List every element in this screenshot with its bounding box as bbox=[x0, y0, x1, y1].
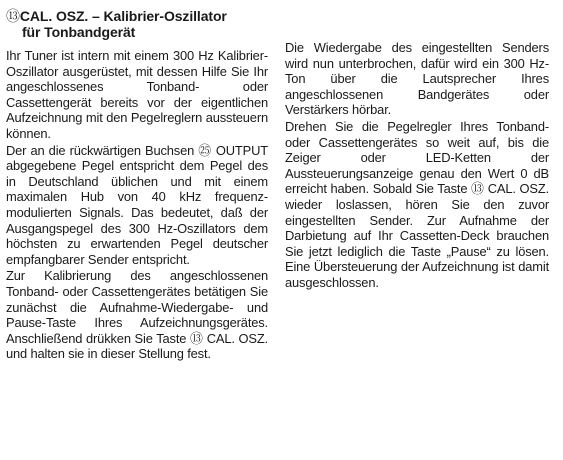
right-column bbox=[285, 40, 549, 292]
section-number: ⑬ bbox=[6, 8, 20, 24]
paragraph: Der an die rückwärtigen Buchsen ㉕ OUTPUT abgegebene Pegel entspricht dem Pegel des in Deutschland üblichen und mit einem maximalen Hub von 40 kHz frequenz-modulierten Signals. Das bedeutet, daß der Ausgangspegel des 300 Hz-Oszillators dem höchsten zu erwartenden Pegel deutscher empfangbarer Sender entspricht. bbox=[6, 142, 268, 267]
paragraph: Zur Kalibrierung des angeschlossenen Tonband- oder Cassettengerätes betätigen Sie zunächst die Aufnahme-Wiedergabe- und Pause-Taste Ihres Aufzeichnungsgerätes. Anschließend drükken Sie Taste ⑬ CAL. OSZ. und halten sie in dieser Stellung fest. bbox=[6, 268, 268, 362]
paragraph: Drehen Sie die Pegelregler Ihres Tonband- oder Cassettengerätes so weit auf, bis die Zeiger oder LED-Ketten der Aussteuerungsanzeige genau den Wert 0 dB erreicht haben. Sobald Sie Taste ⑬ CAL. OSZ. wieder loslassen, hören Sie den zuvor eingestellten Sender. Zur Aufnahme der Darbietung auf Ihr Cassetten-Deck brauchen Sie jetzt lediglich die Taste „Pause“ zu lösen. Eine Übersteuerung der Aufzeichnung ist damit ausgeschlossen. bbox=[285, 118, 549, 290]
left-column bbox=[6, 8, 268, 363]
section-title: CAL. OSZ. – Kalibrier-Oszillator bbox=[19, 8, 227, 24]
paragraph: Die Wiedergabe des eingestellten Senders wird nun unterbrochen, dafür wird ein 300 Hz-Ton über die Lautsprecher Ihres angeschlossenen Bandgerätes oder Verstärkers hörbar. bbox=[285, 40, 549, 118]
section-subtitle: für Tonbandgerät bbox=[22, 24, 136, 40]
paragraph: Ihr Tuner ist intern mit einem 300 Hz Kalibrier-Oszillator ausgerüstet, mit dessen Hilfe Sie Ihr angeschlossenes Tonband- oder Cassettengerät bereits vor der eigentlichen Aufzeichnung mit den Pegelreglern aussteuern können. bbox=[6, 48, 268, 141]
section-heading bbox=[6, 8, 268, 40]
